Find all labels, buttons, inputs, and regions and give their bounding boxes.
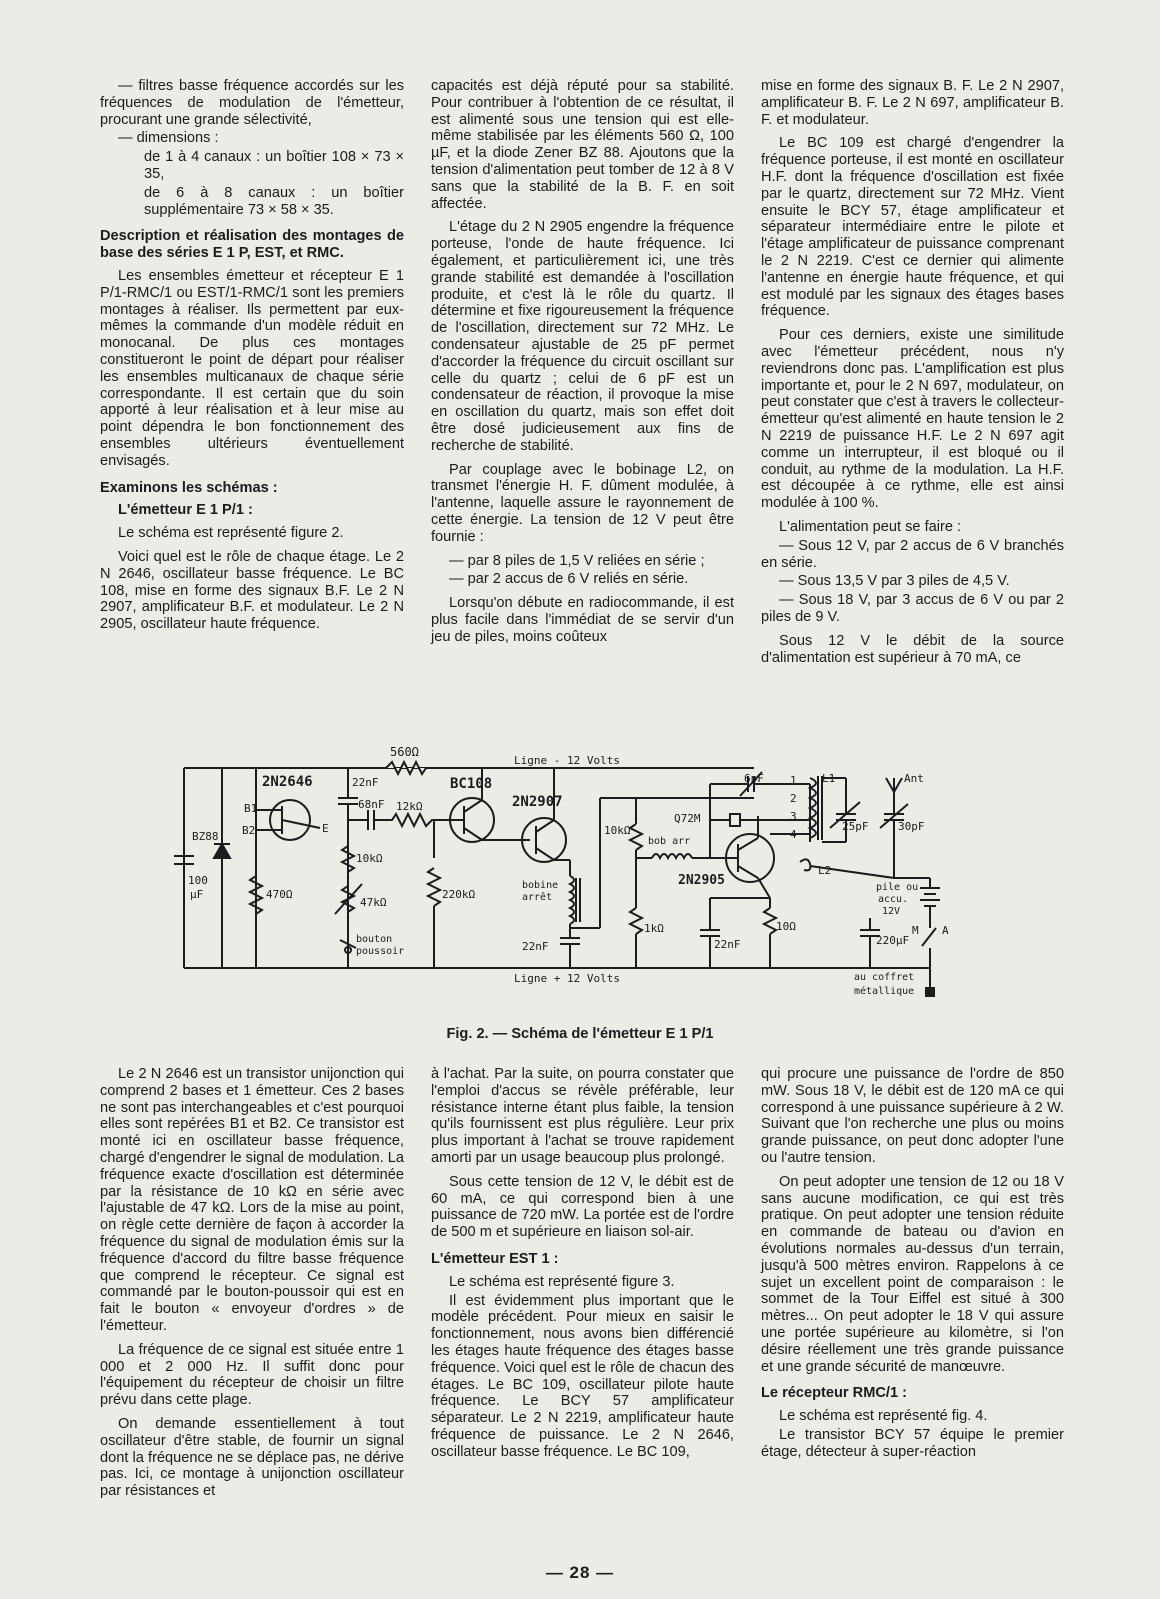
paragraph: capacités est déjà réputé pour sa stabilité. Pour contribuer à l'obtention de ce résultat, il est alimenté sous une tension qui est elle-même stabilisée par les éléments 560 Ω, 100 µF, et la diode Zener BZ 88. Ajoutons que la tension d'alimentation peut tomber de 12 à 8 V sans que la stabilité de la B. F. en soit affectée. — [431, 78, 734, 212]
label-r10k-b: 10kΩ — [604, 824, 631, 837]
subsection-heading: L'émetteur E 1 P/1 : — [118, 502, 253, 519]
section-heading: L'émetteur EST 1 : — [431, 1250, 559, 1267]
label-tap-1: 1 — [790, 774, 797, 787]
figure-caption: Fig. 2. — Schéma de l'émetteur E 1 P/1 — [446, 1026, 714, 1042]
label-r220k: 220kΩ — [442, 888, 476, 901]
label-r10k: 10kΩ — [356, 852, 383, 865]
label-r470: 470Ω — [266, 888, 293, 901]
label-c25pf: 25pF — [842, 820, 869, 833]
label-uf: µF — [190, 888, 204, 901]
section-heading: Le récepteur RMC/1 : — [761, 1385, 907, 1402]
paragraph: L'étage du 2 N 2905 engendre la fréquence porteuse, l'onde de haute fréquence. Ici également, et particulièrement ici, une très grande stabilité est demandée à l'oscillation produite, et c'est là le rôle du quartz. Il détermine et fixe rigoureusement la fréquence de l'oscillation, directement sur 72 MHz. Le condensateur ajustable de 25 pF permet d'accorder la fréquence du circuit oscillant sur celle du quartz ; celui de 6 pF est un condensateur de réaction, il provoque la mise en oscillation du quartz, mais son effet doit être dosé judicieusement aux fins de recherche de stabilité. — [431, 219, 734, 454]
paragraph: Le transistor BCY 57 équipe le premier étage, détecteur à super-réaction — [761, 1426, 1064, 1460]
label-2n2646: 2N2646 — [262, 774, 313, 790]
paragraph: Le BC 109 est chargé d'engendrer la fréquence porteuse, il est monté en oscillateur H.F. dont la fréquence d'oscillation est fixée par le quartz, directement sur 72 MHz. Vient ensuite le BCY 57, étage amplificateur et séparateur intermédiaire entre le pilote et l'étage amplificateur de puissance comprenant le 2 N 2219. C'est ce dernier qui alimente l'antenne en énergie haute fréquence, et qui est modulé par les signaux des étages bases fréquence. — [761, 135, 1064, 320]
label-accu: accu. — [878, 894, 909, 905]
label-bobine: bobine — [522, 880, 559, 891]
label-r47k: 47kΩ — [360, 896, 387, 909]
paragraph: à l'achat. Par la suite, on pourra constater que l'emploi d'accus se révèle préférable, leur résistance interne étant plus faible, la tension qu'ils fournissent est plus régulière. Leur prix plus important à l'achat se trouve rapidement amorti par un usage beaucoup plus prolongé. — [431, 1066, 734, 1166]
circuit-schematic — [170, 745, 980, 1018]
paragraph: Le 2 N 2646 est un transistor unijonction qui comprend 2 bases et 1 émetteur. Ces 2 bases ne sont pas interchangeables et c'est pourquoi elles sont repérées B1 et B2. Ce transistor est monté ici en oscillateur basse fréquence, chargé d'engendrer le signal de modulation. La fréquence exacte d'oscillation est déterminée par la résistance de 10 kΩ en série avec l'ajustable de 47 kΩ. Lors de la mise au point, on règle cette dernière de façon à accorder la fréquence du signal de modulation émis sur la fréquence d'accord du filtre basse fréquence que comprend le récepteur. Ce signal est commandé par le bouton-poussoir qui est en fait le bouton « envoyeur d'ordres » de l'émetteur. — [100, 1066, 404, 1334]
label-ligne-pos: Ligne + 12 Volts — [514, 972, 620, 985]
label-m: M — [912, 924, 919, 937]
label-poussoir: poussoir — [356, 946, 405, 957]
label-bouton: bouton — [356, 934, 393, 945]
label-r12k: 12kΩ — [396, 800, 423, 813]
column-1 — [100, 78, 404, 640]
label-ligne-neg: Ligne - 12 Volts — [514, 754, 620, 767]
label-b1: B1 — [244, 802, 258, 815]
paragraph: La fréquence de ce signal est située entre 1 000 et 2 000 Hz. Il suffit donc pour l'équipement du récepteur de choisir un filtre prévu dans cette plage. — [100, 1341, 404, 1409]
paragraph: — par 2 accus de 6 V reliés en série. — [449, 571, 689, 588]
paragraph: On demande essentiellement à tout oscillateur d'être stable, de fournir un signal dont la fréquence ne se déplace pas, ne dérive pas. Ici, ce montage à unijonction oscillateur par résistances et — [100, 1415, 404, 1500]
label-tap-4: 4 — [790, 828, 797, 841]
label-coffret: au coffret — [854, 972, 915, 983]
column-2 — [431, 78, 734, 653]
paragraph: de 6 à 8 canaux : un boîtier supplémentaire 73 × 58 × 35. — [144, 184, 404, 218]
paragraph: Le schéma est représenté fig. 4. — [779, 1408, 988, 1425]
label-bob-arr: bob arr — [648, 836, 691, 847]
label-c30pf: 30pF — [898, 820, 925, 833]
label-e: E — [322, 822, 329, 835]
label-a: A — [942, 924, 949, 937]
paragraph: — Sous 18 V, par 3 accus de 6 V ou par 2 piles de 9 V. — [761, 592, 1064, 625]
label-tap-2: 2 — [790, 792, 797, 805]
paragraph: Pour ces derniers, existe une similitude avec l'émetteur précédent, nous n'y reviendrons donc pas. L'amplification est plus importante et, pour le 2 N 697, modulateur, on peut constater que c'est à travers le collecteur-émetteur qu'est alimenté en haute tension le 2 N 2219 de puissance H.F. Le 2 N 697 agit comme un interrupteur, il est bloqué ou il conduit, au rythme de la modulation. La H.F. est découpée à ce rythme, elle est ainsi modulée à 100 %. — [761, 327, 1064, 512]
paragraph: L'alimentation peut se faire : — [779, 518, 962, 535]
label-tap-3: 3 — [790, 810, 797, 823]
paragraph: Le schéma est représenté figure 3. — [449, 1273, 675, 1290]
label-b2: B2 — [242, 824, 256, 837]
page-number: — 28 — — [545, 1563, 615, 1582]
paragraph: — filtres basse fréquence accordés sur les fréquences de modulation de l'émetteur, procurant une grande sélectivité, — [100, 78, 404, 128]
label-c220uf: 220µF — [876, 934, 910, 947]
paragraph: — Sous 12 V, par 2 accus de 6 V branchés en série. — [761, 537, 1064, 571]
label-ant: Ant — [904, 772, 924, 785]
label-metallique: métallique — [854, 986, 915, 997]
column-4 — [100, 1066, 404, 1507]
paragraph: Le schéma est représenté figure 2. — [118, 525, 344, 542]
paragraph: On peut adopter une tension de 12 ou 18 V sans aucune modification, ce qui est très pratique. On peut adopter une tension réduite en commande de bateau ou d'avion en évolutions normales au-dessus d'un terrain, jusqu'à 500 mètres environ. Rappelons à ce sujet un excellent point de comparaison : le sommet de la Tour Eiffel est situé à 300 mètres... On peut adopter le 18 V qui assure une portée supérieure au kilomètre, si l'on désire réellement une très grande puissance et une grande sécurité de manœuvre. — [761, 1173, 1064, 1375]
paragraph: — Sous 13,5 V par 3 piles de 4,5 V. — [779, 573, 1010, 590]
column-5 — [431, 1066, 734, 1468]
label-c22nf: 22nF — [352, 776, 379, 789]
label-c6pf: 6pF — [744, 772, 764, 785]
label-arret: arrêt — [522, 892, 553, 903]
paragraph: Par couplage avec le bobinage L2, on transmet l'énergie H. F. dûment modulée, à l'antenne, laquelle assure le rayonnement de cette énergie. La tension de 12 V peut être fournie : — [431, 461, 734, 545]
section-heading: Description et réalisation des montages de base des séries E 1 P, EST, et RMC. — [100, 228, 404, 262]
paragraph: — par 8 piles de 1,5 V reliées en série ; — [449, 552, 705, 569]
label-c22nf-c: 22nF — [714, 938, 741, 951]
label-l1: L1 — [822, 772, 836, 785]
label-12v: 12V — [882, 906, 901, 917]
paragraph: Sous cette tension de 12 V, le débit est de 60 mA, ce qui correspond bien à une puissance de 720 mW. La portée est de l'ordre de 500 m et supérieure en liaison sol-air. — [431, 1173, 734, 1241]
label-2n2907: 2N2907 — [512, 794, 563, 810]
label-bz88: BZ88 — [192, 830, 219, 843]
paragraph: Il est évidemment plus important que le modèle précédent. Pour mieux en saisir le fonctionnement, nous avons bien différencié les étages haute fréquence des étages basse fréquence. Voici quel est le rôle de chacun des étages. Le BC 109, oscillateur pilote haute fréquence. Le BCY 57 amplificateur séparateur. Le 2 N 2219, amplificateur haute fréquence de puissance. Le 2 N 2646, oscillateur basse fréquence. Le BC 109, — [431, 1292, 734, 1460]
label-c100uf: 100 — [188, 874, 208, 887]
label-bc108: BC108 — [450, 776, 493, 792]
column-6 — [761, 1066, 1064, 1468]
label-q72m: Q72M — [674, 812, 701, 825]
label-r560: 560Ω — [390, 745, 419, 759]
paragraph: mise en forme des signaux B. F. Le 2 N 2907, amplificateur B. F. Le 2 N 697, amplificateur B. F. et modulateur. — [761, 78, 1064, 128]
section-heading: Examinons les schémas : — [100, 479, 278, 496]
label-l2: L2 — [818, 864, 832, 877]
paragraph: — dimensions : — [118, 130, 219, 147]
label-r10: 10Ω — [776, 920, 796, 933]
paragraph: Lorsqu'on débute en radiocommande, il est plus facile dans l'immédiat de se servir d'un jeu de piles, moins coûteux — [431, 595, 734, 645]
paragraph: Sous 12 V le débit de la source d'alimentation est supérieur à 70 mA, ce — [761, 632, 1064, 666]
label-c68nf: 68nF — [358, 798, 385, 811]
paragraph: Les ensembles émetteur et récepteur E 1 P/1-RMC/1 ou EST/1-RMC/1 sont les premiers montages à réaliser. Ils permettent par eux-mêmes la commande d'un modèle réduit en monocanal. De plus ces montages constitueront le point de départ pour réaliser les ensembles multicanaux de chaque série correspondante. Il est certain que du soin apporté à leur réalisation et à leur mise au point dépendra le bon fonctionnement des ensembles ultérieurs éventuellement envisagés. — [100, 267, 404, 469]
label-2n2905: 2N2905 — [678, 873, 725, 888]
paragraph: qui procure une puissance de l'ordre de 850 mW. Sous 18 V, le débit est de 120 mA ce qui correspond à une puissance supérieure à 2 W. Suivant que l'on recherche une plus ou moins grande puissance, on peut donc adopter l'une ou l'autre tension. — [761, 1066, 1064, 1166]
label-pile: pile ou — [876, 882, 919, 893]
paragraph: de 1 à 4 canaux : un boîtier 108 × 73 × 35, — [144, 149, 404, 182]
column-3 — [761, 78, 1064, 673]
label-r1k: 1kΩ — [644, 922, 664, 935]
paragraph: Voici quel est le rôle de chaque étage. Le 2 N 2646, oscillateur basse fréquence. Le BC 108, mise en forme des signaux B.F. Le 2 N 2907, amplificateur B.F. et modulateur. Le 2 N 2905, oscillateur haute fréquence. — [100, 548, 404, 633]
label-c22nf-b: 22nF — [522, 940, 549, 953]
